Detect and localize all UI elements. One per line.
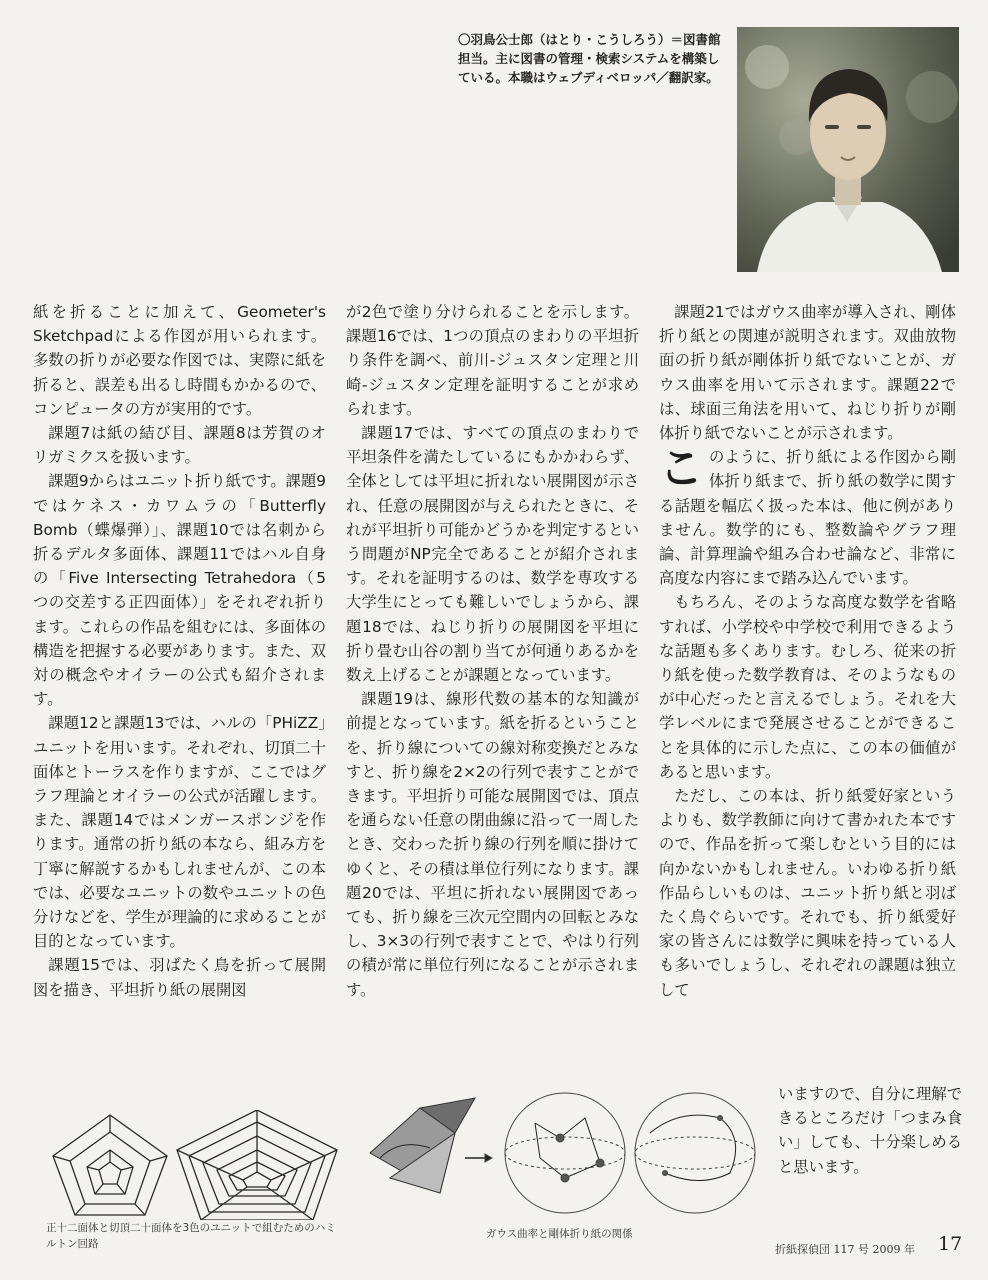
arrow-icon [465,1154,492,1162]
drop-cap: こ [659,443,703,495]
dodecahedron-graph [53,1115,167,1215]
figure-caption-right: ガウス曲率と剛体折り紙の関係 [486,1228,633,1240]
sphere-diagram-2 [635,1093,755,1213]
gaussian-curvature-figure [360,1078,765,1218]
paragraph: が2色で塗り分けられることを示します。課題16では、1つの頂点のまわりの平坦折り条件を調べ、前川-ジュスタン定理と川崎-ジュスタン定理を証明することが求められます。 [346,303,639,418]
closing-text: いますので、自分に理解できるところだけ「つまみ食い」しても、十分楽しめると思います。 [778,1085,962,1176]
author-photo [737,27,959,272]
publication-footer: 折紙探偵団 117 号 2009 年 [775,1243,915,1256]
page-number: 17 [938,1233,963,1255]
article-column-3 [659,300,956,1002]
paragraph-with-dropcap [659,445,956,590]
figure-caption-left: 正十二面体と切頂二十面体を3色のユニットで組むためのハミルトン回路 [46,1222,336,1250]
hamiltonian-circuit-figure [45,1110,350,1220]
paragraph: 課題15では、羽ばたく鳥を折って展開図を描き、平坦折り紙の展開図 [33,956,326,999]
folded-vertex-model [370,1098,475,1193]
paragraph: 紙を折ることに加えて、Geometer's Sketchpadによる作図が用いられます。多数の折りが必要な作図では、実際に紙を折ると、誤差も出るし時間もかかるので、コンピュータの方が実用的です。 [33,303,326,418]
paragraph: 課題9からはユニット折り紙です。課題9ではケネス・カワムラの「Butterfly Bomb（蝶爆弾）」、課題10では名刺から折るデルタ多面体、課題11ではハル自身の「Five Intersecting Tetrahedora（5つの交差する正四面体）」をそれぞれ折ります。これらの作品を組むには、多面体の構造を把握する必要があります。また、双対の概念やオイラーの公式も紹介されます。 [33,472,326,709]
paragraph: 課題7は紙の結び目、課題8は芳賀のオリガミクスを扱います。 [33,424,326,467]
sphere-diagram-1 [505,1093,625,1213]
truncated-icosahedron-graph [177,1110,337,1220]
paragraph: もちろん、そのような高度な数学を省略すれば、小学校や中学校で利用できるような話題も多くあります。むしろ、従来の折り紙を使った数学教育は、そのようなものが中心だったと言えるでしょう。それを大学レベルにまで発展させることができることを具体的に示した点に、この本の価値があると思います。 [659,593,956,781]
paragraph: 課題17では、すべての頂点のまわりで平坦条件を満たしているにもかかわらず、全体としては平坦に折れない展開図が示され、任意の展開図が与えられたときに、それが平坦折り可能かどうかを判定するという問題がNP完全であることが紹介されます。それを証明するのは、数学を専攻する大学生にとっても難しいでしょうから、課題18では、ねじり折りの展開図を平坦に折り畳む山谷の割り当てが何通りあるかを数え上げることが課題となっています。 [346,424,639,685]
paragraph-text: のように、折り紙による作図から剛体折り紙まで、折り紙の数学に関する話題を幅広く扱った本は、他に例がありません。数学的にも、整数論やグラフ理論、計算理論や組み合わせ論など、非常に高度な内容にまで踏み込んでいます。 [659,448,956,588]
paragraph: ただし、この本は、折り紙愛好家というよりも、数学教師に向けて書かれた本ですので、作品を折って楽しむという目的には向かないかもしれません。いわゆる折り紙作品らしいものは、ユニット折り紙と羽ばたく鳥ぐらいです。それでも、折り紙愛好家の皆さんには数学に興味を持っている人も多いでしょうし、それぞれの課題は独立して [659,787,956,999]
article-column-2 [346,300,639,1002]
paragraph: 課題19は、線形代数の基本的な知識が前提となっています。紙を折るということを、折り線についての線対称変換だとみなすと、折り線を2×2の行列で表すことができます。平坦折り可能な展開図では、頂点を通らない任意の閉曲線に沿って一周したとき、交わった折り線の行列を順に掛けてゆくと、その積は単位行列になります。課題20では、平坦に折れない展開図であっても、折り線を三次元空間内の回転とみなし、3×3の行列で表すことで、やはり行列の積が常に単位行列になることが示されます。 [346,690,639,999]
article-column-1 [33,300,326,1002]
author-caption: 〇羽鳥公士郎（はとり・こうしろう）＝図書館担当。主に図書の管理・検索システムを構築している。本職はウェブディベロッパ／翻訳家。 [458,32,721,85]
paragraph: 課題21ではガウス曲率が導入され、剛体折り紙との関連が説明されます。双曲放物面の折り紙が剛体折り紙でないことが、ガウス曲率を用いて示されます。課題22では、球面三角法を用いて、ねじり折りが剛体折り紙でないことが示されます。 [659,303,956,443]
paragraph: 課題12と課題13では、ハルの「PHiZZ」ユニットを用います。それぞれ、切頂二十面体とトーラスを作りますが、ここではグラフ理論とオイラーの公式が活躍します。また、課題14ではメンガースポンジを作ります。通常の折り紙の本なら、組み方を丁寧に解説するかもしれませんが、この本では、必要なユニットの数やユニットの色分けなどを、学生が理論的に求めることが目的となっています。 [33,714,326,951]
